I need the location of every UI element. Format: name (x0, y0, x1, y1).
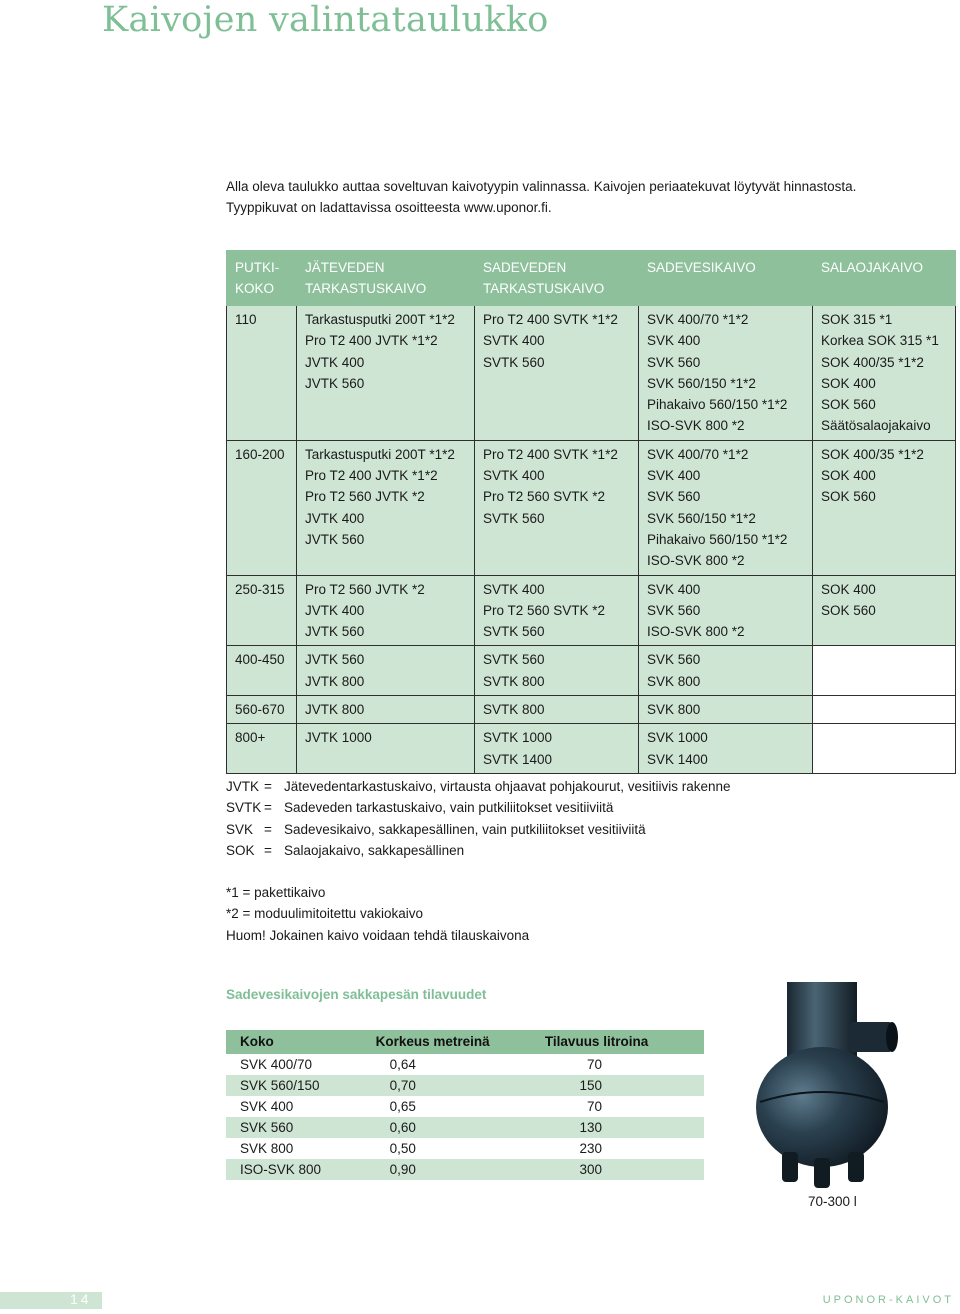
definition-abbr: SVK (226, 821, 254, 837)
cell-size (227, 575, 297, 646)
intro-text (226, 176, 926, 218)
cell-line: 400-450 (235, 652, 285, 668)
cell-line: Korkea SOK 315 *1 (821, 333, 939, 349)
footnote-2: *2 = moduulimitoitettu vakiokaivo (226, 906, 423, 922)
cell-line: SVK 560/150 *1*2 (647, 375, 756, 391)
cell-svtk (475, 440, 639, 575)
cell-line: Pro T2 560 SVTK *2 (483, 602, 606, 618)
header-line: SALAOJAKAIVO (821, 260, 924, 275)
header-putkikoko (227, 251, 297, 306)
cell-line: SVTK 560 (483, 354, 545, 370)
cell-line: SVK 800 (647, 702, 701, 718)
col-koko: Koko (226, 1030, 362, 1054)
cell-line: SVTK 560 (483, 624, 545, 640)
footnote-1: *1 = pakettikaivo (226, 885, 326, 900)
cell-line: JVTK 400 (305, 354, 365, 370)
header-line: TARKASTUSKAIVO (483, 281, 605, 296)
cell-sok (813, 575, 956, 646)
table-row (227, 306, 956, 441)
table-row (227, 575, 956, 646)
definition-item (226, 776, 731, 797)
cell-line: 560-670 (235, 702, 285, 718)
cell-line: SVTK 560 (483, 652, 545, 668)
product-inlet-pipe (850, 1022, 892, 1052)
cell-svtk (475, 696, 639, 724)
definition-text: Sadeveden tarkastuskaivo, vain putkiliitokset vesitiiviitä (284, 800, 614, 816)
selection-table (226, 250, 956, 774)
cell-line: SOK 315 *1 (821, 312, 893, 327)
col-tilavuus: Tilavuus litroina (531, 1030, 704, 1054)
capacity-tilavuus: 230 (579, 1141, 602, 1156)
cell-line: SVK 560 (647, 489, 701, 505)
definition-abbr: SOK (226, 842, 255, 858)
product-foot (814, 1158, 830, 1188)
cell-line: JVTK 400 (305, 510, 365, 526)
cell-svtk (475, 306, 639, 441)
header-salaojakaivo (813, 251, 956, 306)
definition-eq: = (264, 821, 272, 837)
cell-size (227, 440, 297, 575)
table-row (227, 646, 956, 696)
cell-line: Säätösalaojakaivo (821, 418, 931, 434)
cell-svk (639, 575, 813, 646)
header-sadevesikaivo (639, 251, 813, 306)
header-line: JÄTEVEDEN (305, 260, 385, 275)
cell-line: SVTK 800 (483, 673, 545, 689)
capacity-koko: SVK 560/150 (226, 1075, 362, 1096)
definition-item (226, 840, 731, 861)
capacity-row (226, 1138, 704, 1159)
cell-line: SOK 560 (821, 489, 876, 505)
cell-jvtk (297, 440, 475, 575)
cell-line: SVTK 400 (483, 333, 545, 349)
cell-line: Pro T2 560 JVTK *2 (305, 489, 425, 505)
product-body (756, 1047, 888, 1167)
cell-line: SVTK 400 (483, 581, 545, 597)
cell-sok (813, 696, 956, 724)
cell-svk (639, 696, 813, 724)
capacity-tilavuus: 130 (531, 1117, 704, 1138)
col-korkeus: Korkeus metreinä (362, 1030, 531, 1054)
capacity-row (226, 1054, 704, 1075)
cell-line: JVTK 560 (305, 652, 365, 668)
product-image (752, 982, 902, 1192)
cell-line: ISO-SVK 800 *2 (647, 418, 745, 434)
definition-eq: = (264, 779, 272, 794)
capacity-korkeus: 0,90 (362, 1159, 531, 1180)
cell-sok (813, 646, 956, 696)
header-line: SADEVEDEN (483, 260, 567, 275)
table-row (227, 724, 956, 774)
cell-svk (639, 724, 813, 774)
capacity-tilavuus: 150 (531, 1075, 704, 1096)
capacity-row (226, 1159, 704, 1180)
cell-jvtk (297, 724, 475, 774)
cell-line: 800+ (235, 730, 266, 746)
product-neck (787, 982, 857, 1058)
definition-text: Jätevedentarkastuskaivo, virtausta ohjaavat pohjakourut, vesitiivis rakenne (284, 779, 731, 794)
cell-line: Tarkastusputki 200T *1*2 (305, 446, 455, 462)
cell-line: 250-315 (235, 581, 285, 597)
capacity-koko: SVK 400/70 (240, 1057, 313, 1072)
table-row (227, 440, 956, 575)
definition-item (226, 819, 731, 840)
cell-line: SVTK 1000 (483, 730, 553, 746)
cell-line: SVK 400 (647, 333, 701, 349)
cell-line: 110 (235, 312, 257, 327)
cell-line: Pro T2 400 SVTK *1*2 (483, 312, 618, 327)
cell-line: Pihakaivo 560/150 *1*2 (647, 531, 788, 547)
capacity-tilavuus: 70 (586, 1099, 602, 1114)
page-number: 14 (70, 1291, 92, 1307)
cell-line: SVK 560/150 *1*2 (647, 510, 756, 526)
footnote-3: Huom! Jokainen kaivo voidaan tehdä tilauskaivona (226, 927, 530, 943)
cell-line: SOK 400/35 *1*2 (821, 354, 924, 370)
product-foot (848, 1152, 864, 1182)
cell-line: SOK 400 (821, 468, 876, 484)
cell-sok (813, 440, 956, 575)
cell-svk (639, 306, 813, 441)
cell-line: SVK 400/70 *1*2 (647, 312, 749, 327)
capacity-korkeus: 0,64 (389, 1057, 416, 1072)
product-inlet-opening (886, 1022, 898, 1052)
footer-brand: UPONOR-KAIVOT (822, 1294, 954, 1306)
header-line: KOKO (235, 281, 275, 296)
intro-line-2: Tyyppikuvat on ladattavissa osoitteesta www.uponor.fi. (226, 200, 552, 215)
cell-jvtk (297, 575, 475, 646)
footnotes (226, 882, 529, 946)
capacity-korkeus: 0,60 (362, 1117, 531, 1138)
cell-line: ISO-SVK 800 *2 (647, 553, 745, 569)
cell-line: SOK 400 (821, 375, 876, 391)
cell-line: SVK 560 (647, 652, 701, 668)
product-caption: 70-300 l (808, 1194, 857, 1209)
cell-line: ISO-SVK 800 *2 (647, 624, 745, 640)
capacity-korkeus: 0,70 (362, 1075, 531, 1096)
definition-item (226, 797, 731, 818)
definition-abbr: JVTK (226, 779, 260, 794)
cell-line: SOK 560 (821, 602, 876, 618)
capacity-koko: ISO-SVK 800 (226, 1159, 362, 1180)
header-sadevesi-tarkastus (475, 251, 639, 306)
definition-eq: = (264, 800, 272, 816)
cell-sok (813, 724, 956, 774)
header-line: PUTKI- (235, 260, 280, 275)
cell-line: Pro T2 400 SVTK *1*2 (483, 446, 618, 462)
capacity-tilavuus: 300 (531, 1159, 704, 1180)
cell-line: Tarkastusputki 200T *1*2 (305, 312, 455, 327)
capacity-heading: Sadevesikaivojen sakkapesän tilavuudet (226, 987, 487, 1002)
cell-size (227, 696, 297, 724)
cell-svtk (475, 724, 639, 774)
cell-size (227, 306, 297, 441)
definition-eq: = (264, 842, 272, 858)
cell-line: SVK 400 (647, 468, 701, 484)
definition-text: Sadevesikaivo, sakkapesällinen, vain putkiliitokset vesitiiviitä (284, 821, 646, 837)
cell-line: SVTK 560 (483, 510, 545, 526)
cell-line: SVTK 1400 (483, 751, 553, 767)
cell-line: SVK 560 (647, 354, 701, 370)
cell-line: Pro T2 560 JVTK *2 (305, 581, 425, 597)
header-line: SADEVESIKAIVO (647, 260, 756, 275)
cell-sok (813, 306, 956, 441)
cell-line: SVK 400 (647, 581, 701, 597)
cell-line: SVTK 800 (483, 702, 545, 718)
cell-line: Pro T2 400 JVTK *1*2 (305, 468, 438, 484)
cell-jvtk (297, 306, 475, 441)
definition-abbr: SVTK (226, 800, 262, 816)
header-line: TARKASTUSKAIVO (305, 281, 427, 296)
capacity-korkeus: 0,65 (389, 1099, 416, 1114)
cell-line: JVTK 800 (305, 702, 365, 718)
cell-line: SVK 800 (647, 673, 701, 689)
cell-line: JVTK 1000 (305, 730, 372, 746)
cell-line: JVTK 400 (305, 602, 365, 618)
cell-line: SVTK 400 (483, 468, 545, 484)
cell-line: SVK 560 (647, 602, 701, 618)
cell-line: Pihakaivo 560/150 *1*2 (647, 397, 788, 413)
page-title: Kaivojen valintataulukko (102, 0, 549, 40)
cell-line: SOK 560 (821, 397, 876, 413)
capacity-korkeus: 0,50 (389, 1141, 416, 1156)
cell-jvtk (297, 696, 475, 724)
capacity-table-header (226, 1030, 704, 1054)
definition-text: Salaojakaivo, sakkapesällinen (284, 842, 465, 858)
cell-svtk (475, 646, 639, 696)
capacity-koko: SVK 800 (240, 1141, 294, 1156)
cell-svk (639, 440, 813, 575)
abbreviation-list (226, 776, 731, 861)
cell-size (227, 724, 297, 774)
cell-line: Pro T2 560 SVTK *2 (483, 489, 606, 505)
intro-line-1: Alla oleva taulukko auttaa soveltuvan kaivotyypin valinnassa. Kaivojen periaatekuvat löytyvät hinnastosta. (226, 179, 857, 194)
selection-table-header (227, 251, 956, 306)
cell-line: SVK 400/70 *1*2 (647, 446, 749, 462)
cell-size (227, 646, 297, 696)
cell-line: JVTK 560 (305, 375, 365, 391)
cell-line: SVK 1400 (647, 751, 708, 767)
cell-jvtk (297, 646, 475, 696)
cell-line: Pro T2 400 JVTK *1*2 (305, 333, 438, 349)
capacity-table (226, 1030, 704, 1180)
cell-svtk (475, 575, 639, 646)
cell-line: SOK 400/35 *1*2 (821, 446, 924, 462)
cell-line: JVTK 560 (305, 531, 365, 547)
capacity-row (226, 1117, 704, 1138)
capacity-koko: SVK 560 (226, 1117, 362, 1138)
table-row (227, 696, 956, 724)
cell-svk (639, 646, 813, 696)
cell-line: SOK 400 (821, 581, 876, 597)
capacity-row (226, 1075, 704, 1096)
cell-line: JVTK 560 (305, 624, 365, 640)
header-jatevesi (297, 251, 475, 306)
cell-line: SVK 1000 (647, 730, 708, 746)
capacity-koko: SVK 400 (240, 1099, 294, 1114)
product-foot (782, 1152, 798, 1182)
capacity-row (226, 1096, 704, 1117)
capacity-tilavuus: 70 (586, 1057, 602, 1072)
cell-line: 160-200 (235, 446, 285, 462)
cell-line: JVTK 800 (305, 673, 365, 689)
